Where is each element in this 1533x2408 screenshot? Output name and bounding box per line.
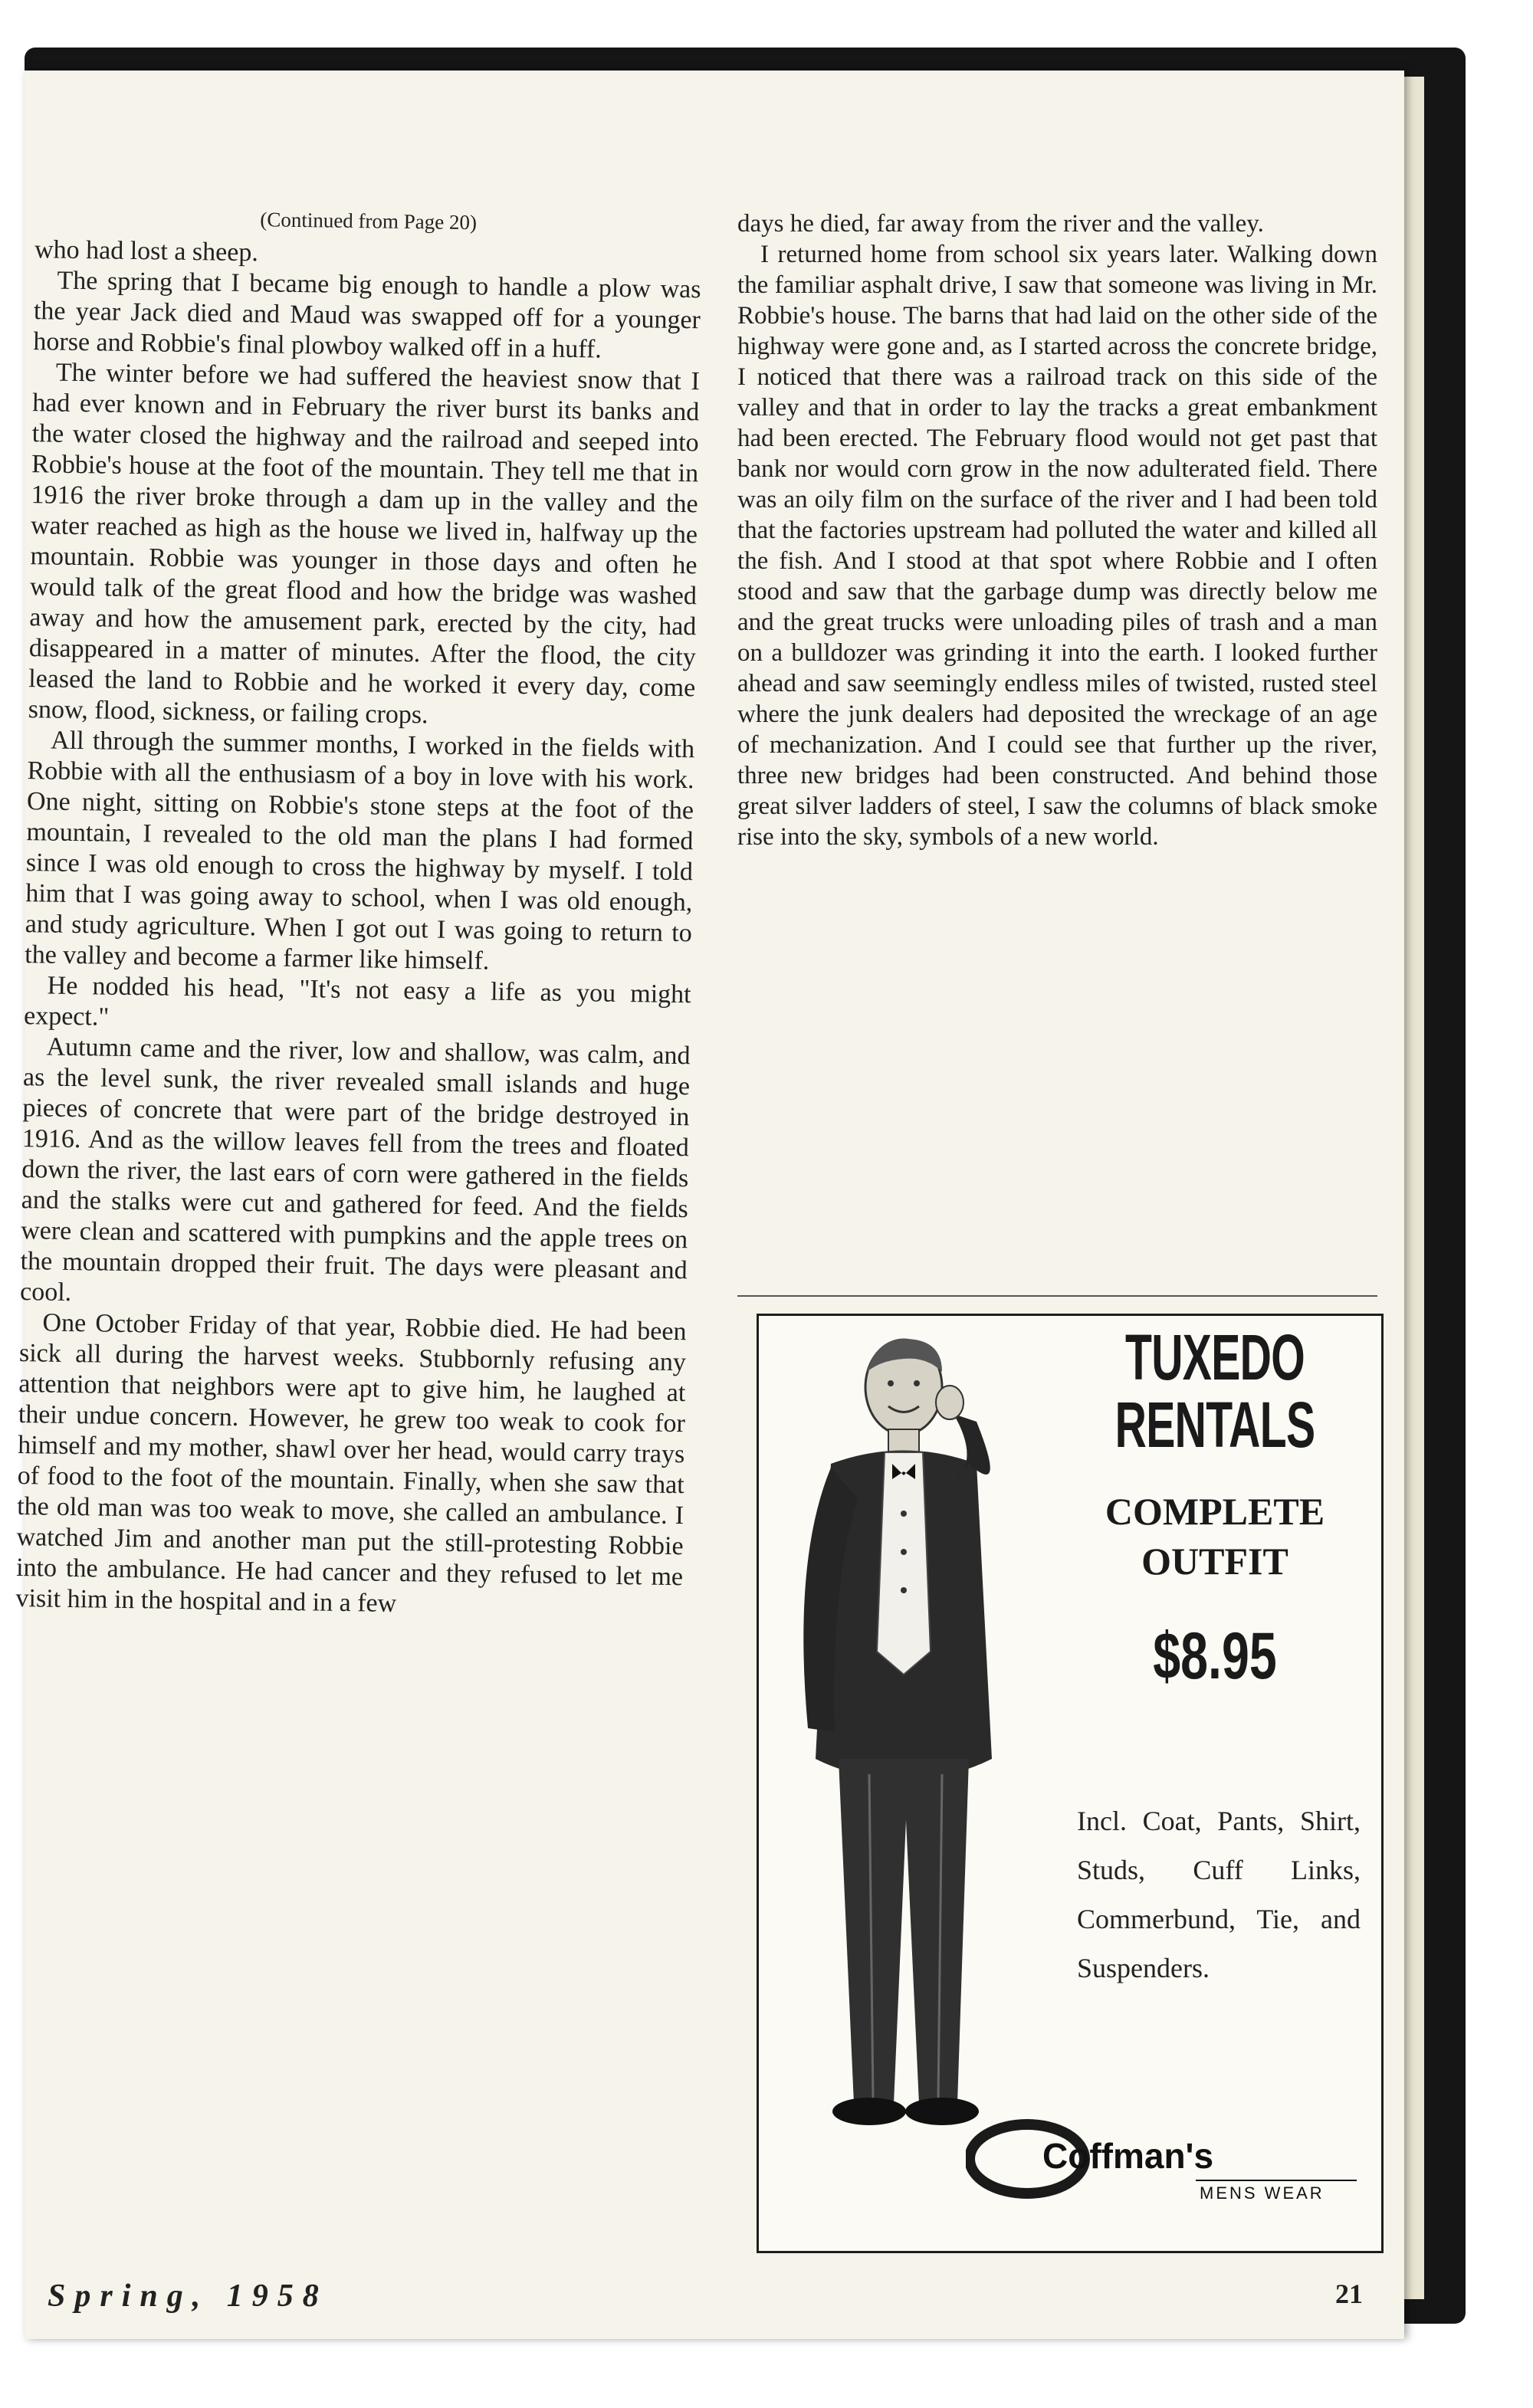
paragraph: One October Friday of that year, Robbie died. He had been sick all during the harvest weeks. Stubbornly refusing any attention that neighbors were apt to give him, he laughed at their undue concern. However, he grew too weak to cook for himself and my mother, shawl over her head, would carry trays of food to the foot of the mountain. Finally, when she saw that the old man was too weak to move, she called an ambulance. I watched Jim and another man put the still-protesting Robbie into the ambulance. He had cancer and they refused to let me visit him in the hospital and in a few [15,1308,687,1618]
divider-rule [737,1295,1377,1297]
tuxedo-advertisement [757,1314,1384,2253]
paragraph: Autumn came and the river, low and shallow, was calm, and as the level sunk, the river revealed small islands and huge pieces of concrete that were part of the bridge destroyed in 1916. And as the willow leaves fell from the trees and floated down the river, the last ears of corn were gathered in the fields and the stalks were cut and gathered for feed. And the fields were clean and scattered with pumpkins and the apple trees on the mountain dropped their fruit. The days were pleasant and cool. [19,1032,691,1307]
paragraph: I returned home from school six years later. Walking down the familiar asphalt drive, I saw that someone was living in Mr. Robbie's house. The barns that had laid on the other side of the highway were gone and, as I started across the concrete bridge, I noticed that there was a railroad track on this side of the valley and that in order to lay the tracks a great embankment had been erected. The February flood would not get past that bank nor would corn grow in the now adulterated field. There was an oily film on the surface of the river and I had been told that the factories upstream had polluted the water and killed all the fish. And I stood at that spot where Robbie and I often stood and saw that the garbage dump was directly below me and the great trucks were unloading piles of trash and a man on a bulldozer was grinding it into the earth. I looked further ahead and saw seemingly endless miles of twisted, rusted steel where the junk dealers had deposited the wreckage of an age of mechanization. And I could see that further up the river, three new bridges had been constructed. And behind those great silver ladders of steel, I saw the columns of black smoke rise into the sky, symbols of a new world. [737,241,1377,851]
paragraph: days he died, far away from the river and the valley. [737,210,1264,238]
coffmans-logo [966,2113,1364,2205]
magazine-page [15,71,1404,2339]
paragraph: The spring that I became big enough to handle a plow was the year Jack died and Maud was swapped off for a younger horse and Robbie's final plowboy walked off in a huff. [33,266,701,364]
continued-note: (Continued from Page 20) [260,208,478,235]
ad-subtitle-line1: COMPLETE [1105,1490,1325,1533]
paragraph: He nodded his head, "It's not easy a life as you might expect." [23,971,691,1032]
paragraph: All through the summer months, I worked in the fields with Robbie with all the enthusiasm of a boy in love with his work. One night, sitting on Robbie's stone steps at the foot of the mountain, I revealed to the old man the plans I had formed since I was old enough to cross the highway by myself. I told him that I was going away to school, when I was old enough, and study agriculture. When I got out I was going to return to the valley and become a farmer like himself. [25,726,695,976]
paragraph: The winter before we had suffered the heaviest snow that I had ever known and in February the river burst its banks and the water closed the highway and the railroad and seeped into Robbie's house at the foot of the mountain. They tell me that in 1916 the river broke through a dam up in the valley and the water reached as high as the house we lived in, halfway up the mountain. Robbie was younger in those days and often he would talk of the great flood and how the bridge was washed away and how the amusement park, erected by the city, had disappeared in a matter of minutes. After the flood, the city leased the land to Robbie and he worked it every day, come snow, flood, sickness, or failing crops. [28,358,701,730]
ad-details: Incl. Coat, Pants, Shirt, Studs, Cuff Links, Commerbund, Tie, and Suspenders. [1077,1806,1361,1983]
paragraph: who had lost a sheep. [34,235,259,267]
left-column [0,201,702,2295]
ad-price: $8.95 [1153,1619,1277,1693]
man-in-tuxedo-illustration [762,1330,1053,2157]
ad-title-line1: TUXEDO [1125,1321,1305,1393]
brand-subtitle: MENS WEAR [1200,2183,1325,2203]
ad-title-line2: RENTALS [1114,1389,1315,1461]
page-number: 21 [1335,2278,1363,2309]
issue-footer: Spring, 1958 [48,2278,328,2314]
right-column [737,208,1377,852]
ad-subtitle-line2: OUTFIT [1141,1540,1288,1583]
brand-name: Coffman's [1042,2136,1214,2176]
